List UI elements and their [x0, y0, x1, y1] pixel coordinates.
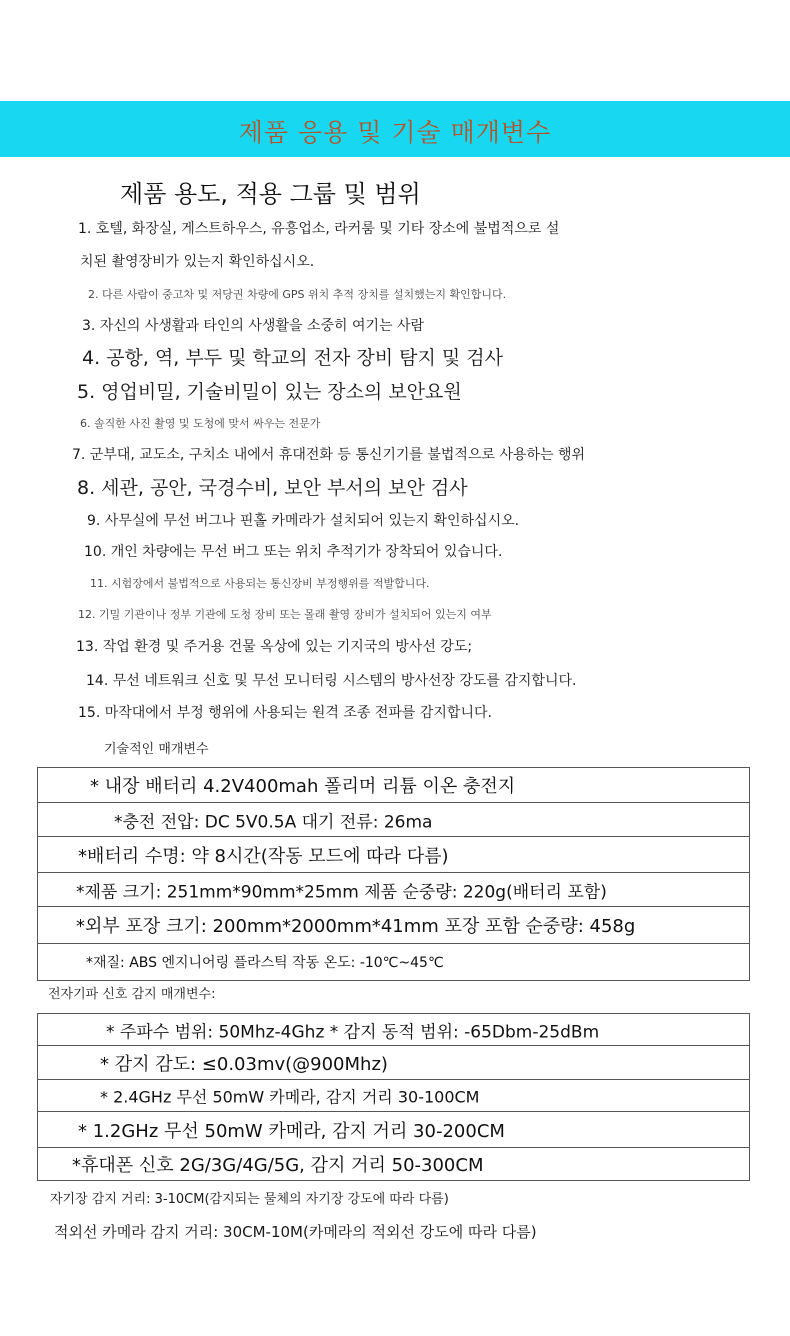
magnetic-detection-note: 자기장 감지 거리: 3-10CM(감지되는 물체의 자기장 강도에 따라 다름) [50, 1192, 449, 1207]
usage-heading: 제품 용도, 적용 그룹 및 범위 [120, 180, 421, 208]
table-row [38, 837, 749, 873]
usage-item: 2. 다른 사람이 중고차 및 저당권 차량에 GPS 위치 추적 장치를 설치했는지 확인합니다. [88, 288, 507, 301]
table-cell: *휴대폰 신호 2G/3G/4G/5G, 감지 거리 50-300CM [72, 1155, 484, 1176]
usage-item: 1. 호텔, 화장실, 게스트하우스, 유흥업소, 라커룸 및 기타 장소에 불법적으로 설 [78, 221, 560, 237]
usage-item: 14. 무선 네트워크 신호 및 무선 모니터링 시스템의 방사선장 강도를 감지합니다. [86, 673, 577, 689]
table-cell: *제품 크기: 251mm*90mm*25mm 제품 순중량: 220g(배터리 포함) [76, 882, 607, 902]
table-cell: * 1.2GHz 무선 50mW 카메라, 감지 거리 30-200CM [78, 1120, 505, 1142]
table-row [38, 1014, 749, 1046]
table-cell: *배터리 수명: 약 8시간(작동 모드에 따라 다름) [78, 845, 449, 867]
usage-item: 3. 자신의 사생활과 타인의 사생활을 소중히 여기는 사람 [82, 318, 425, 334]
title-banner [0, 101, 790, 157]
usage-item: 7. 군부대, 교도소, 구치소 내에서 휴대전화 등 통신기기를 불법적으로 사용하는 행위 [72, 447, 586, 463]
table-cell: *충전 전압: DC 5V0.5A 대기 전류: 26ma [114, 812, 433, 832]
usage-item: 8. 세관, 공안, 국경수비, 보안 부서의 보안 검사 [77, 477, 468, 499]
usage-item: 5. 영업비밀, 기술비밀이 있는 장소의 보안요원 [77, 381, 462, 403]
usage-item: 6. 솔직한 사진 촬영 및 도청에 맞서 싸우는 전문가 [80, 417, 321, 430]
usage-item: 11. 시험장에서 불법적으로 사용되는 통신장비 부정행위를 적발합니다. [90, 577, 430, 590]
table-cell: * 2.4GHz 무선 50mW 카메라, 감지 거리 30-100CM [100, 1087, 480, 1106]
table-cell: *재질: ABS 엔지니어링 플라스틱 작동 온도: -10℃~45℃ [86, 955, 444, 971]
usage-item: 12. 기밀 기관이나 정부 기관에 도청 장비 또는 몰래 촬영 장비가 설치되어 있는지 여부 [78, 608, 492, 621]
table-cell: *외부 포장 크기: 200mm*2000mm*41mm 포장 포함 순중량: 458g [76, 916, 636, 937]
emf-heading: 전자기파 신호 감지 매개변수: [48, 987, 216, 1002]
infrared-detection-note: 적외선 카메라 감지 거리: 30CM-10M(카메라의 적외선 강도에 따라 다름) [54, 1223, 537, 1241]
table-row [38, 1046, 749, 1080]
table-row [38, 1080, 749, 1112]
table-cell: * 주파수 범위: 50Mhz-4Ghz * 감지 동적 범위: -65Dbm-25dBm [106, 1022, 600, 1042]
table-row [38, 907, 749, 944]
table-row [38, 1112, 749, 1148]
usage-item: 9. 사무실에 무선 버그나 핀홀 카메라가 설치되어 있는지 확인하십시오. [87, 513, 520, 529]
table-row [38, 1148, 749, 1180]
table-row [38, 944, 749, 980]
tech-heading: 기술적인 매개변수 [104, 742, 209, 757]
table-cell: * 감지 감도: ≤0.03mv(@900Mhz) [100, 1053, 388, 1075]
usage-item: 치된 촬영장비가 있는지 확인하십시오. [80, 254, 315, 270]
usage-item: 4. 공항, 역, 부두 및 학교의 전자 장비 탐지 및 검사 [82, 347, 503, 369]
table-row [38, 768, 749, 803]
table-cell: * 내장 배터리 4.2V400mah 폴리머 리튬 이온 충전지 [90, 776, 516, 797]
usage-item: 10. 개인 차량에는 무선 버그 또는 위치 추적기가 장착되어 있습니다. [84, 544, 503, 560]
usage-item: 15. 마작대에서 부정 행위에 사용되는 원격 조종 전파를 감지합니다. [78, 705, 492, 721]
usage-item: 13. 작업 환경 및 주거용 건물 옥상에 있는 기지국의 방사선 강도; [76, 639, 473, 655]
table-row [38, 873, 749, 907]
emf-params-table [37, 1013, 750, 1181]
tech-params-table [37, 767, 750, 981]
banner-title: 제품 응용 및 기술 매개변수 [238, 118, 552, 147]
table-row [38, 803, 749, 837]
